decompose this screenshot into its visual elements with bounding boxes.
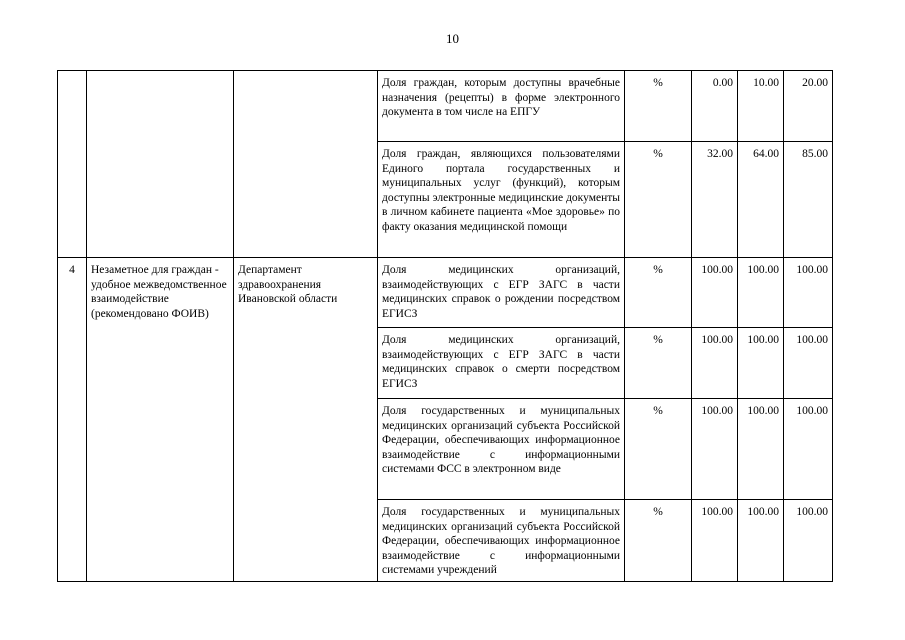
unit-cell: % (625, 71, 692, 142)
value-cell-3: 100.00 (784, 328, 833, 399)
indicators-table (57, 70, 833, 582)
department-cell (234, 71, 378, 258)
table-row (58, 258, 833, 328)
value-cell-2: 100.00 (738, 258, 784, 328)
unit-cell: % (625, 328, 692, 399)
value-cell-3: 85.00 (784, 142, 833, 258)
department-cell: Департамент здравоохранения Ивановской области (234, 258, 378, 582)
indicator-cell: Доля граждан, являющихся пользователями Единого портала государственных и муниципальных услуг (функций), которым доступны электронные медицинские документы в личном кабинете пациента «Мое здоровье» по факту оказания медицинской помощи (378, 142, 625, 258)
indicator-cell: Доля медицинских организаций, взаимодействующих с ЕГР ЗАГС в части медицинских справок о рождении посредством ЕГИСЗ (378, 258, 625, 328)
unit-cell: % (625, 500, 692, 582)
table-row (58, 71, 833, 142)
project-name-cell: Незаметное для граждан - удобное межведомственное взаимодействие (рекомендовано ФОИВ) (87, 258, 234, 582)
value-cell-2: 100.00 (738, 500, 784, 582)
value-cell-3: 100.00 (784, 500, 833, 582)
project-name-cell (87, 71, 234, 258)
page-number: 10 (446, 31, 459, 46)
value-cell-1: 100.00 (692, 328, 738, 399)
value-cell-1: 100.00 (692, 399, 738, 500)
value-cell-2: 64.00 (738, 142, 784, 258)
value-cell-2: 100.00 (738, 399, 784, 500)
value-cell-3: 100.00 (784, 399, 833, 500)
indicator-cell: Доля медицинских организаций, взаимодействующих с ЕГР ЗАГС в части медицинских справок о смерти посредством ЕГИСЗ (378, 328, 625, 399)
value-cell-2: 10.00 (738, 71, 784, 142)
value-cell-3: 100.00 (784, 258, 833, 328)
value-cell-1: 100.00 (692, 500, 738, 582)
indicator-cell: Доля государственных и муниципальных медицинских организаций субъекта Российской Федерации, обеспечивающих информационное взаимодействие с информационными системами учреждений (378, 500, 625, 582)
row-number-cell: 4 (58, 258, 87, 582)
indicator-cell: Доля граждан, которым доступны врачебные назначения (рецепты) в форме электронного документа в том числе на ЕПГУ (378, 71, 625, 142)
unit-cell: % (625, 142, 692, 258)
value-cell-3: 20.00 (784, 71, 833, 142)
value-cell-2: 100.00 (738, 328, 784, 399)
value-cell-1: 0.00 (692, 71, 738, 142)
value-cell-1: 100.00 (692, 258, 738, 328)
value-cell-1: 32.00 (692, 142, 738, 258)
indicator-cell: Доля государственных и муниципальных медицинских организаций субъекта Российской Федерации, обеспечивающих информационное взаимодействие с информационными системами ФСС в электронном виде (378, 399, 625, 500)
unit-cell: % (625, 399, 692, 500)
unit-cell: % (625, 258, 692, 328)
row-number-cell (58, 71, 87, 258)
